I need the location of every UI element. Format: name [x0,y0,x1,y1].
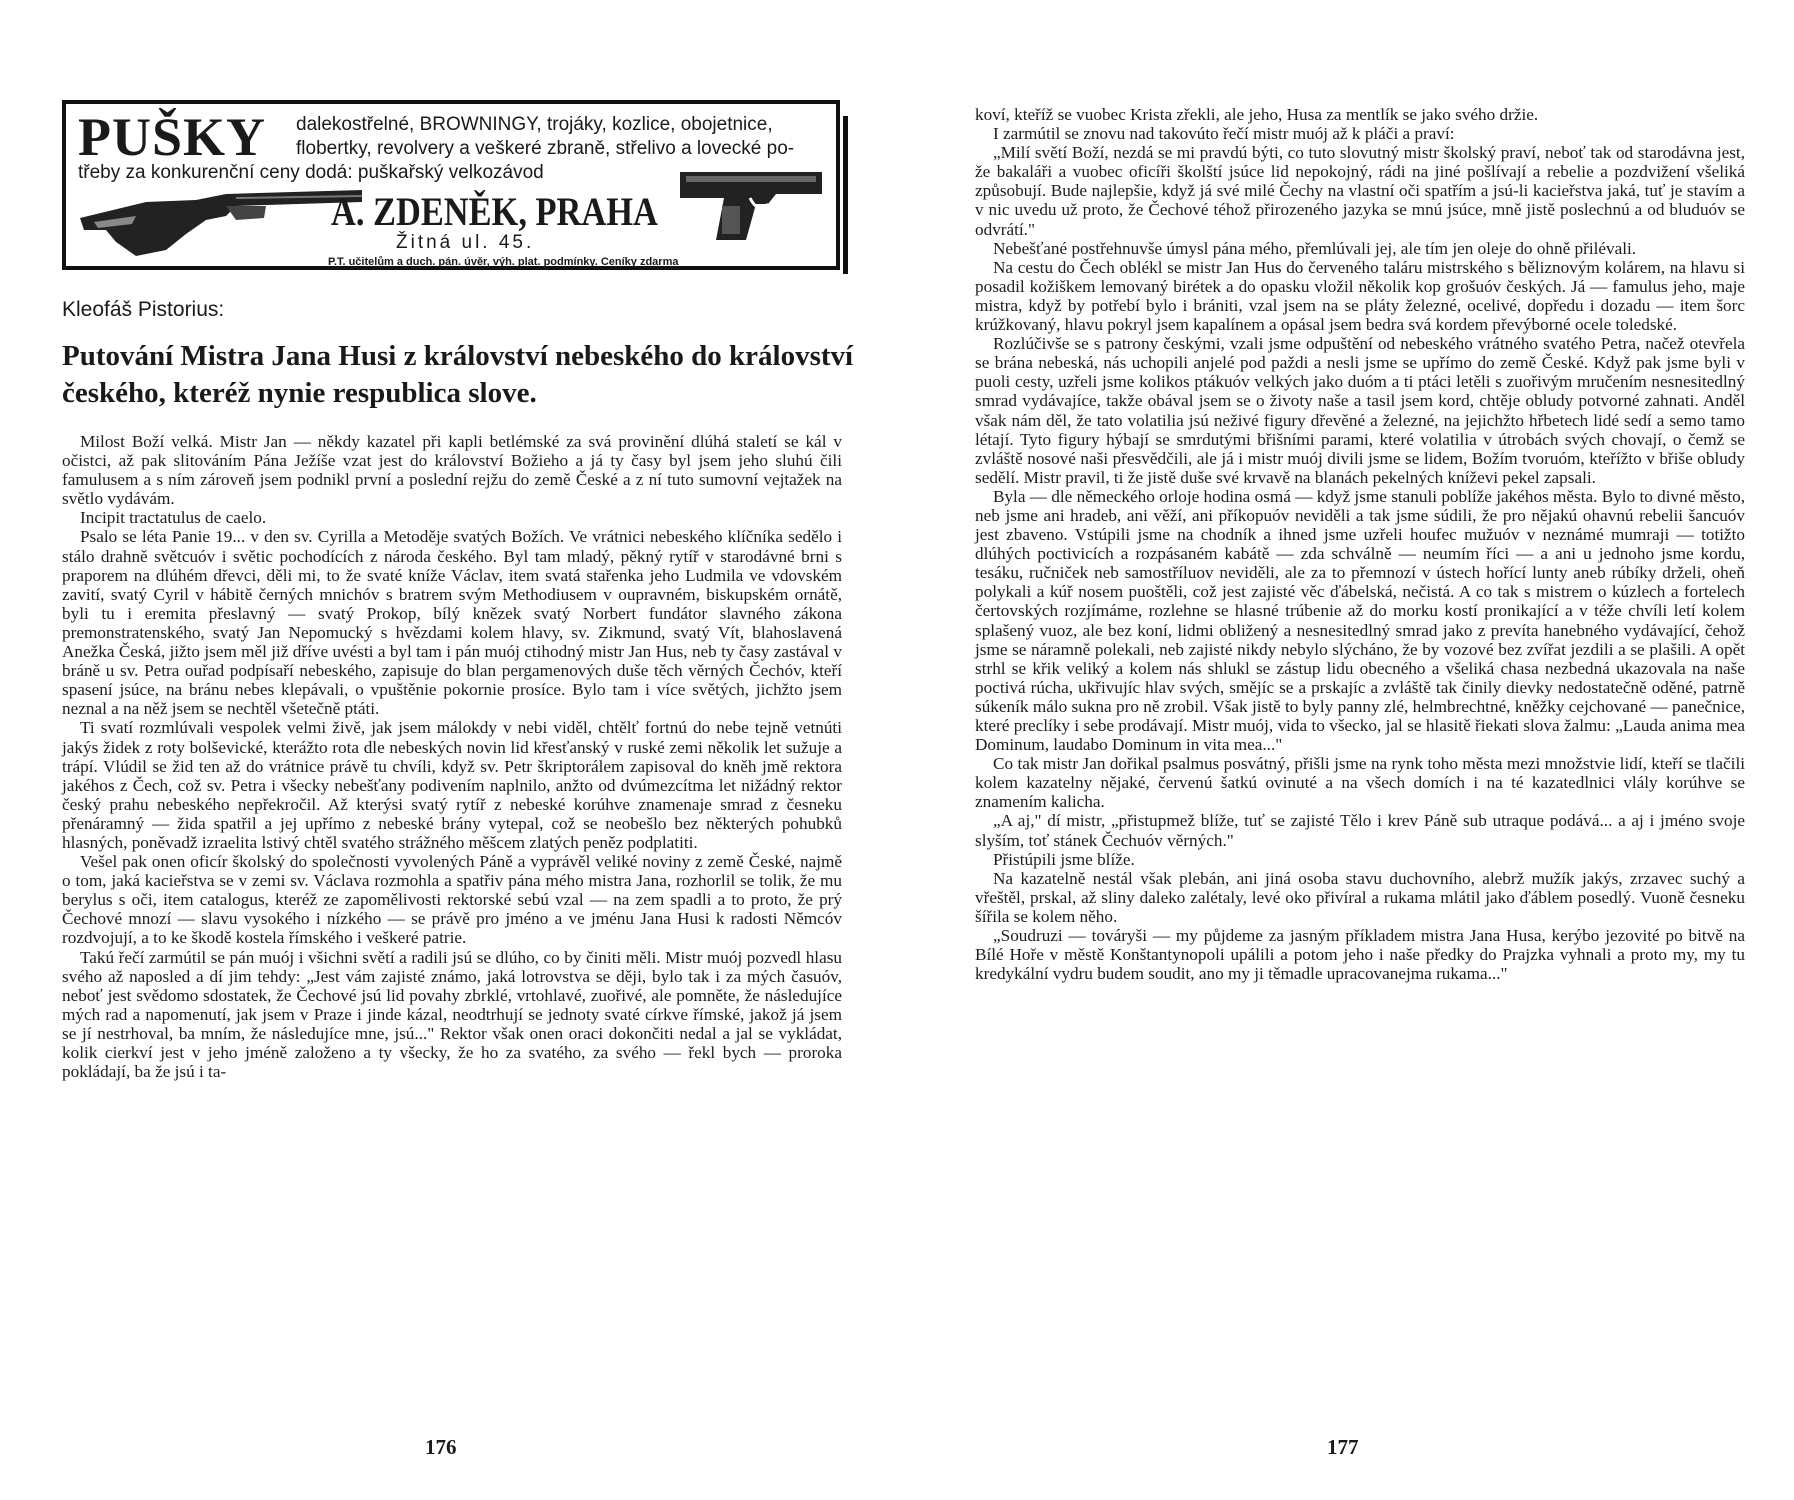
ad-company-name: A. ZDENĚK, PRAHA [331,189,658,234]
paragraph: Vešel pak onen oficír školský do společnosti vyvolených Páně a vyprávěl veliké noviny z země České, najmě o tom, jaká kacieřstva se v zemi sv. Václava rozmohla a spatřiv pána mého mistra Jana, rozhorlil se tolik, že mu berylus s oči, item catalogus, kteréž ze zapomělivosti rektorské sebú vzal — na zem spadli a to proto, že prý Čechové mnozí — slavu vysokého i nízkého — se právě pro jméno a ve jménu Jana Husi k radosti Němcóv rozdvojují, a to ke škodě kostela římského i veškeré patrie. [62,852,842,948]
paragraph: „Soudruzi — továryši — my půjdeme za jasným příkladem mistra Jana Husa, kerýbo jezovité po bitvě na Bílé Hoře v městě Konštantynopoli upálili a potom jeho i naše předky do Prajzka vyhnali a proto my, my tu kredykální vydru budem soudit, ano my ji těmadle upracovanejma rukama..." [975,926,1745,984]
paragraph: Nebešťané postřehnuvše úmysl pána mého, přemlúvali jej, ale tím jen oleje do ohně přilévali. [993,238,1637,258]
paragraph: koví, kteříž se vuobec Krista zřekli, ale jeho, Husa za mentlík se jako svého držie. [975,105,1539,124]
paragraph: Přistúpili jsme blíže. [993,849,1135,869]
paragraph: Rozlúčivše se s patrony českými, vzali jsme odpuštění od nebeského vrátného svatého Petra, načež otevřela se brána nebeská, nás uchopili anjelé pod paždi a nesli jsme se upřímo do země České. Když pak jsme byli v puoli cesty, uzřeli jsme kolikos ptákuóv velkých jako duóm a ti ptáci letěli s zuořivým mručením nesnesitedlný smrad vydávajíce, takže obával jsem se o životy naše a tasil jsem kord, chtěje obludy potvorné zahnati. Anděl však nám děl, že tato volatilia jsú neživé figury dřevěné a železné, na jejichžto hřbetech lidé sedí a semo tamo létají. Tyto figury hýbají se smrdutými břišními parami, které volatilia v útrobách svých chovají, o čemž se zvláště nosové naši přesvědčili, ale já i mistr muój divili jsme se lidem, Božím tvoruóm, kteřížto v břiše obludy sedělí. Mistr pravil, ti že jistě duše své krvavě na blanách pekelných kníževi pekel zapsali. [975,334,1745,487]
rifle-icon [76,172,366,262]
paragraph: „Milí světí Boží, nezdá se mi pravdú býti, co tuto slovutný mistr školský praví, neboť tak od starodávna jest, že bakaláři a vuobec oficíři školští jsúce lid nepokojný, rádi na jiné pošlívají a rebelie a pozdvižení všeliká způsobují. Bude najlepšie, když já své milé Čechy na vlastní oči spatřím a jsú-li kacieřstva jaká, tuť je stavím a v nic uvedu už proto, že Čechové téhož přirozeného jazyka se mnú jsúce, mně jistě poslechnú a od bluduóv se odvrátí." [975,143,1745,239]
left-body-text [62,432,842,1081]
paragraph: Milost Boží velká. Mistr Jan — někdy kazatel při kapli betlémské za svá provinění dlúhá staletí se kál v očistci, až pak slitováním Pána Ježíše vzat jest do království Božieho a já ty časy byl jsem jeho sluhú čili famulusem a s ním zároveň jsem podnikl první a poslední rejžu do země České a z ní tuto sumovní vejtažek na světlo vydávám. [62,432,842,509]
paragraph: Byla — dle německého orloje hodina osmá — když jsme stanuli poblíže jakéhos města. Bylo to divné město, neb jsme ani hradeb, ani věží, ani příkopuóv neviděli a tak jsme súdili, že pro nějakú ohavnú rebelii šancuóv jest zbaveno. Vstúpili jsme na chodník a ihned jsme uzřeli houfec mužuóv v neznámé mumraji — totižto dlúhých poctivicích a rozpásaném kabátě — zda schválně — neumím říci — a ani u jednoho jsme kordu, tesáku, ručniček neb samostříluov neviděli, ale za to přemnozí v ústech hořící lunty aneb rúbíky drželi, oheň polykali a kúř nosem puoštěli, což jest zajisté věc ďábelská, nečistá. A co tak s mistrem o kúzlech a fortelech čertovských rozjímáme, rozlehne se hlasné trúbenie až do morku kostí pronikající a v téže chvíli letí kolem splašený vuoz, ale bez koní, lidmi obližený a nesnesitedlný smrad jako z prevíta hanebného vydávající, čehož jsme se náramně polekali, neb zajisté nikdy nebylo slýcháno, že by vozové bez zvířat jezdili a se plašili. A opět strhl se křik veliký a kolem nás shlukl se zástup lidu obecného a všeliká chasa nezbedná ukazovala na naše poctivá rúcha, ukřivujíc hlav svých, smějíc se a prskajíc a zvláště tak činily dievky nedostatečně oděné, patrně súkeník málo sukna pro ně zrobil. Však jistě to byly panny zlé, helmbrechtné, kněžky cejchované — panečnice, které preclíky i sebe prodávají. Mistr muój, vida to všecko, jal se hlasitě řiekati slova žalmu: „Lauda anima mea Dominum, laudabo Dominum in vita mea..." [975,486,1745,755]
paragraph: Takú řečí zarmútil se pán muój i všichni světí a radili jsú se dlúho, co by činiti měli. Mistr muój pozvedl hlasu svého až naposled a dí jim tehdy: „Jest vám zajisté známo, jaká lotrovstva se ději, bylo tak i za mých časuóv, neboť jest svědomo sdostatek, že Čechové jsú lid povahy zbrklé, vrtohlavé, zuořivé, ale pomněte, že následujíce mých rad a napomenutí, jak jsem v Praze i jinde kázal, neodtrhují se jednoty svaté církve římské, jakož já jsem se jí nestrhoval, ba mním, že následujíce mne, jsú..." Rektor však onen oraci dokončiti nedal a jal se vykládat, kolik cierkví jest v jeho jméně založeno a ty všecky, že ho za svatého, za svého — řekl bych — proroka pokládají, ba že jsú i ta- [62,947,842,1082]
paragraph: Na kazatelně nestál však plebán, ani jiná osoba stavu duchovního, alebrž mužík jakýs, zrzavec suchý a vřeštěl, prskal, až sliny daleko zalétaly, levé oko přivíral a rukama mlátil jako ďáblem posedlý. Vuoně česneku šířila se kolem něho. [975,868,1745,926]
right-page [897,0,1794,1500]
ad-text-line: třeby za konkurenční ceny dodá: puškařský velkozávod [78,162,544,183]
paragraph: Na cestu do Čech oblékl se mistr Jan Hus do červeného taláru mistrského s běliznovým kolárem, na hlavu si posadil kožiškem lemovaný birétek a do opasku vložil několik kop grošuóv českých. Já — famulus jeho, maje mistra, když by potřebí bylo i brániti, vzal jsem na se pláty železné, ocelivé, dopředu i dozadu — item šorc krúžkovaný, hlavu pokryl jsem kapalínem a opásal jsem bedra svá kordem převýborné ocele toledské. [975,257,1745,335]
paragraph: Psalo se léta Panie 19... v den sv. Cyrilla a Metoděje svatých Božích. Ve vrátnici nebeského klíčníka sedělo i stálo drahně světcuóv i světic pochodících z národa českého. Byl tam mladý, pěkný rytíř v starodávné brni s praporem na dlúhém dřevci, děli mi, to že svaté kníže Václav, item svatá stařenka jeho Ludmila ve vdovském zavití, svatý Cyril v hábitě černých mnichóv s bratrem svým Methodiusem v oupravném, biskupském ornátě, byli tu i eremita přeslavný — svatý Prokop, bílý knězek svatý Norbert fundátor slavného zákona premonstratenského, svatý Jan Nepomucký s hvězdami kolem hlavy, sv. Zikmund, svatý Vít, blahoslavená Anežka Česká, jižto jsem měl již dříve uvésti a byl tam i pán muój ctihodný mistr Jan Hus, neb ty časy zastával v bráně u sv. Petra ouřad podpísaří nebeského, zapisuje do blan pergamenových duše těch věrných Čechóv, kteří spasení jsúce, na bránu nebes klepávali, o vpuštěnie pokornie prosíce. Bylo tam i více světých, jichžto jsem neznal a na něž jsem se nechtěl všetečně ptáti. [62,527,842,719]
paragraph: I zarmútil se znovu nad takovúto řečí mistr muój až k pláči a praví: [993,124,1455,144]
ad-headline: PUŠKY [78,107,267,167]
ad-address: Žitná ul. 45. [396,232,535,253]
article-author: Kleofáš Pistorius: [62,298,225,321]
paragraph: Co tak mistr Jan dořikal psalmus posvátný, přišli jsme na rynk toho města mezi množstvie lidí, kteří se tlačili kolem kazatelny nějaké, červenú šatkú ovinuté a na všech domích i na té kazatedlnici vlály korúhve se znamením kalicha. [975,754,1745,812]
paragraph: Ti svatí rozmlúvali vespolek velmi živě, jak jsem málokdy v nebi viděl, chtělť fortnú do nebe tejně vetnúti jakýs židek z roty bolševické, kterážto rota dle nebeských novin lid křesťanský v ruské zemi několik let sužuje a trápí. Vlúdil se žid ten až do vrátnice právě tu chvíli, když sv. Petr škriptorálem zapisoval do kněh jmě rektora jakéhos z Čech, což sv. Petra i všecky nebešťany podivením naplnilo, anžto od dvúmezcítma let nižádný rektor český prahu nebeského nepřekročil. Až kterýsi svatý rytíř z nebeské korúhve znamenaje smrad z česneku přenáramný — žida spatřil a jej upřímo z nebeské brány vytepal, což se neobešlo bez některých pohubků hlasných, poněvadž izraelita lstivý chtěl svatého strážného měšcem zlatých peněz podplatiti. [62,718,842,852]
paragraph: „A aj," dí mistr, „přistupmež blíže, tuť se zajisté Tělo i krev Páně sub utraque podává... a aj i jméno svoje slyším, toť stánek Čechuóv věrných." [975,811,1745,850]
page-number-left: 176 [425,1435,457,1459]
paragraph: Incipit tractatulus de caelo. [80,508,267,528]
page-number-right: 177 [1327,1435,1359,1459]
ad-text-line: dalekostřelné, BROWNINGY, trojáky, kozlice, obojetnice, [296,114,773,135]
advertisement-box [62,100,840,270]
ad-border-shadow [843,116,848,274]
right-body-text [975,105,1745,983]
pistol-icon [676,164,826,244]
ad-footer-note: P.T. učitelům a duch. pán. úvěr, výh. plat. podmínky. Ceníky zdarma [328,256,679,268]
article-title: Putování Mistra Jana Husi z království nebeského do království českého, kteréž nynie respublica slove. [62,340,854,409]
ad-text-line: flobertky, revolvery a veškeré zbraně, střelivo a lovecké po- [296,138,795,159]
